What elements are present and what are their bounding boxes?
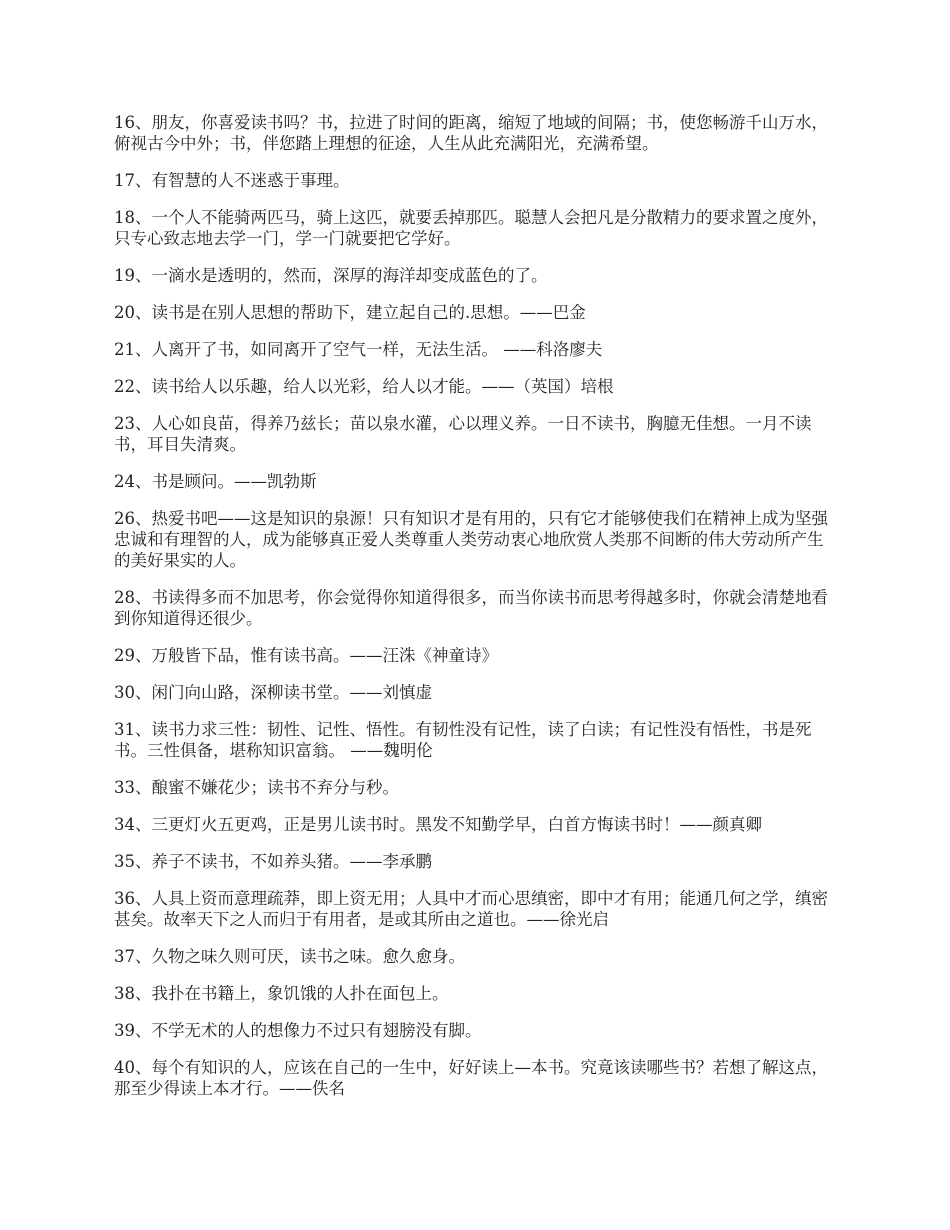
list-item: 26、热爱书吧——这是知识的泉源！只有知识才是有用的，只有它才能够使我们在精神上成为坚强忠诚和有理智的人，成为能够真正爱人类尊重人类劳动衷心地欣赏人类那不间断的伟大劳动所产生的美好果实的人。 <box>114 509 828 570</box>
list-item: 22、读书给人以乐趣，给人以光彩，给人以才能。——（英国）培根 <box>114 377 614 396</box>
list-item: 19、一滴水是透明的，然而，深厚的海洋却变成蓝色的了。 <box>114 266 548 285</box>
list-item: 33、酿蜜不嫌花少；读书不弃分与秒。 <box>114 778 399 797</box>
list-item: 18、一个人不能骑两匹马，骑上这匹，就要丢掉那匹。聪慧人会把凡是分散精力的要求置之度外，只专心致志地去学一门，学一门就要把它学好。 <box>114 208 828 248</box>
list-item: 30、闲门向山路，深柳读书堂。——刘慎虚 <box>114 683 432 702</box>
list-item: 36、人具上资而意理疏莽，即上资无用；人具中才而心思缜密，即中才有用；能通几何之学，缜密甚矣。故率天下之人而归于有用者，是或其所由之道也。——徐光启 <box>114 889 828 929</box>
list-item: 24、书是顾问。——凯勃斯 <box>114 472 317 491</box>
list-item: 39、不学无术的人的想像力不过只有翅膀没有脚。 <box>114 1021 482 1040</box>
list-item: 28、书读得多而不加思考，你会觉得你知道得很多，而当你读书而思考得越多时，你就会清楚地看到你知道得还很少。 <box>114 588 828 628</box>
list-item: 38、我扑在书籍上，象饥饿的人扑在面包上。 <box>114 984 449 1003</box>
list-item: 34、三更灯火五更鸡，正是男儿读书时。黑发不知勤学早，白首方悔读书时！——颜真卿 <box>114 815 762 834</box>
list-item: 29、万般皆下品，惟有读书高。——汪洙《神童诗》 <box>114 646 498 665</box>
list-item: 35、养子不读书，不如养头猪。——李承鹏 <box>114 852 432 871</box>
list-item: 37、久物之味久则可厌，读书之味。愈久愈身。 <box>114 947 465 966</box>
document-body <box>114 112 834 1115</box>
list-item: 23、人心如良苗，得养乃兹长；苗以泉水灌，心以理义养。一日不读书，胸臆无佳想。一月不读书，耳目失清爽。 <box>114 414 812 454</box>
list-item: 40、每个有知识的人，应该在自己的一生中，好好读上—本书。究竟该读哪些书？若想了解这点，那至少得读上本才行。——佚名 <box>114 1058 828 1098</box>
list-item: 17、有智慧的人不迷惑于事理。 <box>114 171 350 190</box>
list-item: 16、朋友，你喜爱读书吗？书，拉进了时间的距离，缩短了地域的间隔；书，使您畅游千山万水，俯视古今中外；书，伴您踏上理想的征途，人生从此充满阳光，充满希望。 <box>114 113 828 153</box>
list-item: 31、读书力求三性：韧性、记性、悟性。有韧性没有记性，读了白读；有记性没有悟性，书是死书。三性俱备，堪称知识富翁。 ——魏明伦 <box>114 720 812 760</box>
list-item: 21、人离开了书，如同离开了空气一样，无法生活。 ——科洛廖夫 <box>114 340 603 359</box>
list-item: 20、读书是在别人思想的帮助下，建立起自己的.思想。——巴金 <box>114 303 586 322</box>
